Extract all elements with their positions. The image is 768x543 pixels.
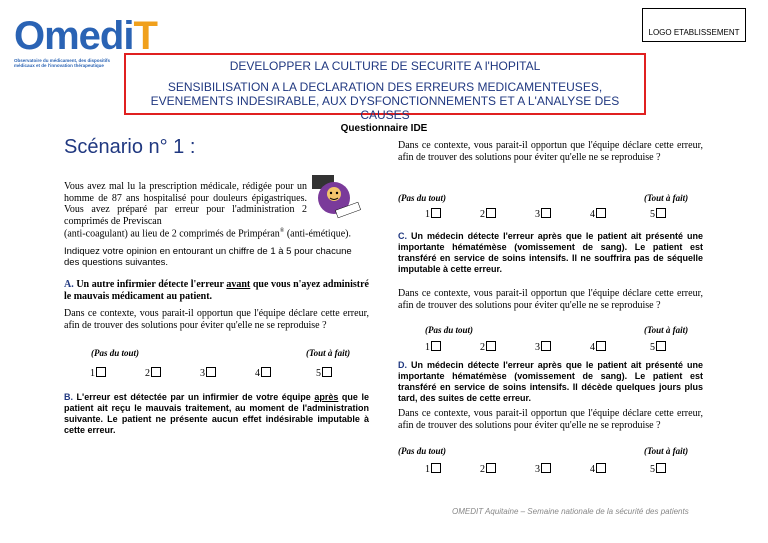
banner-line-1: DEVELOPPER LA CULTURE DE SECURITE A l'HOPITAL (229, 59, 541, 73)
choice-b-3[interactable]: 3 (535, 208, 551, 220)
scenario-title: Scénario n° 1 : (64, 136, 196, 158)
choice-d-3[interactable]: 3 (535, 463, 551, 475)
scale-d-high: (Tout à fait) (644, 446, 689, 456)
choice-c-3[interactable]: 3 (535, 341, 551, 353)
checkbox[interactable] (96, 367, 106, 377)
instruction-text: Indiquez votre opinion en entourant un chiffre de 1 à 5 pour chacune des questions suivantes. (64, 246, 352, 268)
checkbox[interactable] (486, 463, 496, 473)
checkbox[interactable] (206, 367, 216, 377)
choice-a-1[interactable]: 1 (90, 367, 106, 379)
section-c-text: C. Un médecin détecte l'erreur après que le patient ait présenté une importante hématémèse (vomissement de sang). Le patient est transféré en service de soins intensifs. Il ne souffrira pas de séquelle imputable à cette erreur. (398, 231, 703, 274)
scale-b-low: (Pas du tout) (398, 193, 447, 203)
section-b-text: B. L'erreur est détectée par un infirmier de votre équipe après que le patient ait reçu le mauvais traitement, au moment de l'administration suivante. Le patient ne présente aucun effet indésirable imputable à cette erreur. (64, 392, 369, 435)
checkbox[interactable] (596, 341, 606, 351)
question-d-prompt: Dans ce contexte, vous parait-il opportun que l'équipe déclare cette erreur, afin de trouver des solutions pour éviter qu'elle ne se reproduise ? (398, 408, 703, 431)
checkbox[interactable] (151, 367, 161, 377)
question-b-prompt: Dans ce contexte, vous parait-il opportun que l'équipe déclare cette erreur, afin de trouver des solutions pour éviter qu'elle ne se reproduise ? (398, 140, 703, 163)
checkbox[interactable] (656, 208, 666, 218)
checkbox[interactable] (656, 463, 666, 473)
question-a-prompt: Dans ce contexte, vous parait-il opportun que l'équipe déclare cette erreur, afin de trouver des solutions pour éviter qu'elle ne se reproduise ? (64, 308, 369, 331)
establishment-logo-box: LOGO ETABLISSEMENT (642, 8, 746, 42)
checkbox[interactable] (541, 208, 551, 218)
omedit-logo-subtitle: Observatoire du médicament, des dispositifs médicaux et de l'innovation thérapeutique (14, 58, 111, 68)
warning-figure-icon (310, 172, 362, 224)
scale-c-high: (Tout à fait) (644, 325, 689, 335)
omedit-logo: OmediT (14, 14, 157, 58)
choice-c-5[interactable]: 5 (650, 341, 666, 353)
choice-c-2[interactable]: 2 (480, 341, 496, 353)
scale-b-high: (Tout à fait) (644, 193, 689, 203)
scenario-intro-part2: (anti-coagulant) au lieu de 2 comprimés de Primpéran® (anti-émétique). (64, 228, 351, 240)
scale-d-low: (Pas du tout) (398, 446, 447, 456)
checkbox[interactable] (486, 341, 496, 351)
choice-b-5[interactable]: 5 (650, 208, 666, 220)
choice-a-2[interactable]: 2 (145, 367, 161, 379)
choice-a-4[interactable]: 4 (255, 367, 271, 379)
question-c-prompt: Dans ce contexte, vous parait-il opportun que l'équipe déclare cette erreur, afin de trouver des solutions pour éviter qu'elle ne se reproduise ? (398, 288, 703, 311)
choice-d-1[interactable]: 1 (425, 463, 441, 475)
checkbox[interactable] (596, 208, 606, 218)
choice-b-1[interactable]: 1 (425, 208, 441, 220)
section-a-title: A. Un autre infirmier détecte l'erreur avant que vous n'ayez administré le mauvais médicament au patient. (64, 279, 369, 302)
checkbox[interactable] (322, 367, 332, 377)
choice-d-5[interactable]: 5 (650, 463, 666, 475)
checkbox[interactable] (431, 463, 441, 473)
choice-a-5[interactable]: 5 (316, 367, 332, 379)
scale-a-low: (Pas du tout) (91, 348, 140, 358)
questionnaire-title: Questionnaire IDE (340, 123, 428, 134)
choice-c-1[interactable]: 1 (425, 341, 441, 353)
scenario-intro-part1: Vous avez mal lu la prescription médicale, rédigée pour un homme de 87 ans hospitalisé pour douleurs épigastriques. Vous avez préparé par erreur pour l'administration 2 comprimés de Previscan (64, 181, 307, 227)
checkbox[interactable] (431, 208, 441, 218)
section-d-text: D. Un médecin détecte l'erreur après que le patient ait présenté une importante hématémèse (vomissement de sang). Le patient est transféré en service de soins intensifs. Il décède quelques jours plus tard, des suites de cette erreur. (398, 360, 703, 403)
choice-a-3[interactable]: 3 (200, 367, 216, 379)
checkbox[interactable] (486, 208, 496, 218)
checkbox[interactable] (596, 463, 606, 473)
checkbox[interactable] (656, 341, 666, 351)
choice-d-4[interactable]: 4 (590, 463, 606, 475)
banner-line-2: SENSIBILISATION A LA DECLARATION DES ERREURS MEDICAMENTEUSES, EVENEMENTS INDESIRABLE, AUX DYSFONCTIONNEMENTS ET A L'ANALYSE DES CAUSES (150, 80, 620, 122)
scale-a-high: (Tout à fait) (306, 348, 351, 358)
checkbox[interactable] (431, 341, 441, 351)
title-banner (124, 53, 646, 122)
footer-text: OMEDIT Aquitaine – Semaine nationale de la sécurité des patients (452, 507, 689, 516)
choice-b-2[interactable]: 2 (480, 208, 496, 220)
scale-c-low: (Pas du tout) (425, 325, 474, 335)
choice-d-2[interactable]: 2 (480, 463, 496, 475)
choice-c-4[interactable]: 4 (590, 341, 606, 353)
checkbox[interactable] (261, 367, 271, 377)
checkbox[interactable] (541, 463, 551, 473)
checkbox[interactable] (541, 341, 551, 351)
choice-b-4[interactable]: 4 (590, 208, 606, 220)
